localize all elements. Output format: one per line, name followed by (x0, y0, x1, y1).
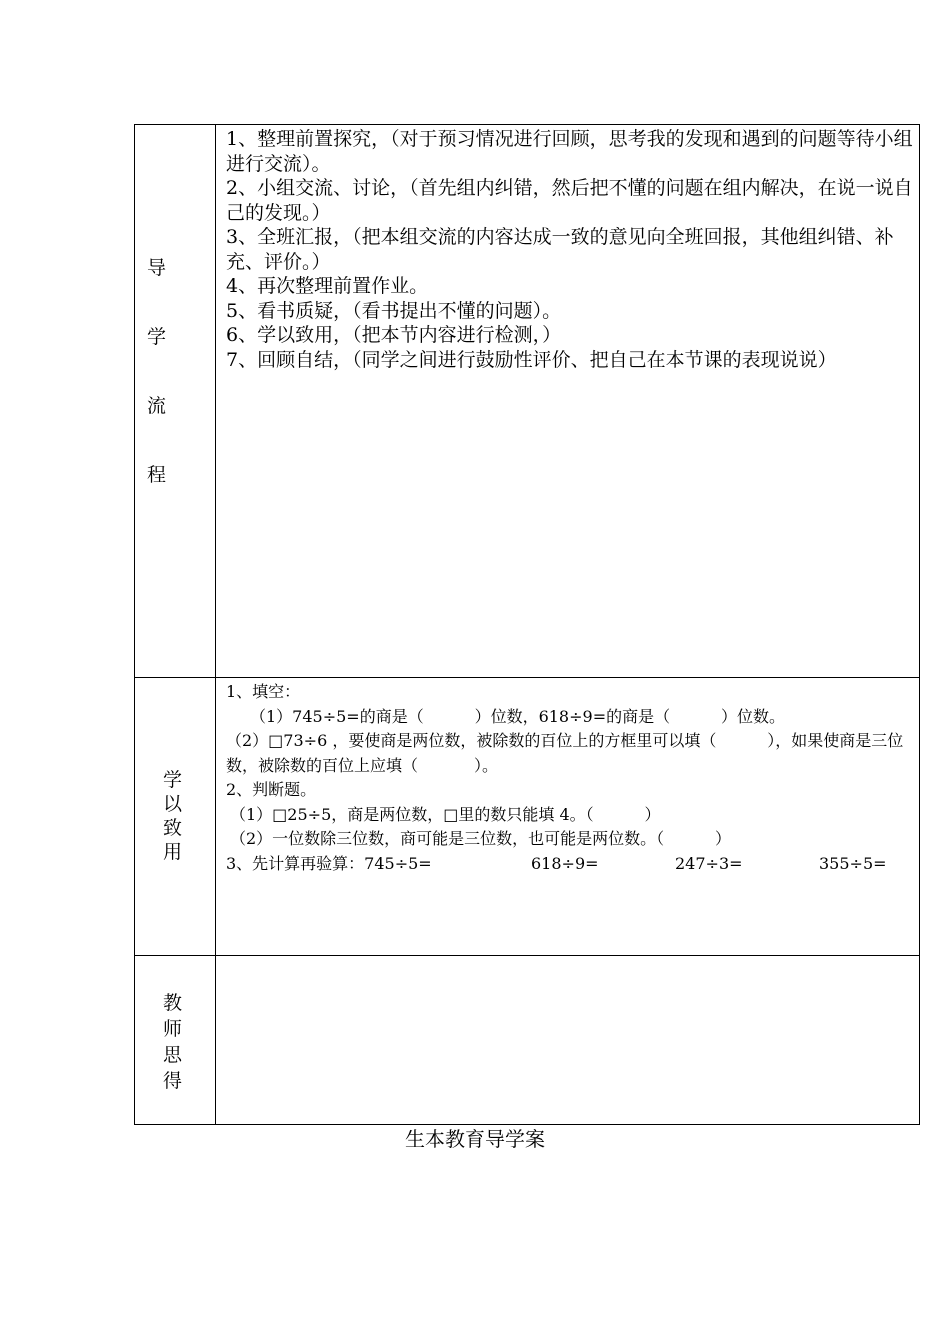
process-step: 2、小组交流、讨论，（首先组内纠错，然后把不懂的问题在组内解决，在说一说自己的发现。） (226, 177, 913, 224)
process-step: 5、看书质疑，（看书提出不懂的问题）。 (226, 299, 562, 322)
guided-learning-row (135, 125, 920, 678)
teacher-reflection-label-cell (135, 956, 216, 1125)
application-label (163, 768, 182, 864)
label-char: 以 (163, 793, 183, 815)
process-step: 4、再次整理前置作业。 (226, 275, 429, 297)
fill-blank-title: 1、填空： (226, 682, 301, 701)
label-char: 思 (163, 1044, 183, 1066)
judge-title: 2、判断题。 (226, 780, 317, 799)
teacher-reflection-row (135, 956, 920, 1125)
label-char: 流 (147, 395, 167, 417)
label-char: 程 (147, 464, 167, 486)
label-char: 致 (163, 817, 183, 839)
label-char: 教 (163, 992, 183, 1014)
application-content (216, 678, 920, 956)
label-char: 得 (163, 1070, 183, 1092)
judge-question: （1）□25÷5，商是两位数，□里的数只能填 4。（ ） (230, 804, 661, 824)
calculation-item: 355÷5= (819, 853, 887, 873)
label-char: 导 (147, 257, 167, 279)
process-step: 1、整理前置探究，（对于预习情况进行回顾，思考我的发现和遇到的问题等待小组进行交流）。 (226, 128, 913, 175)
fill-blank-question: （2）□73÷6 ，要使商是两位数，被除数的百位上的方框里可以填（ ），如果使商是三位数，被除数的百位上应填（ ）。 (226, 731, 904, 775)
lesson-plan-table (134, 124, 920, 1125)
exercise-block (216, 678, 919, 876)
label-char: 学 (147, 326, 167, 348)
process-step: 3、全班汇报，（把本组交流的内容达成一致的意见向全班回报，其他组纠错、补充、评价。） (226, 226, 894, 273)
process-steps-list (216, 125, 919, 372)
guided-learning-label-cell (135, 125, 216, 678)
process-step: 6、学以致用，（把本节内容进行检测，） (226, 324, 562, 346)
document-footer-title: 生本教育导学案 (405, 1127, 545, 1151)
process-step: 7、回顾自结，（同学之间进行鼓励性评价、把自己在本节课的表现说说） (226, 348, 837, 371)
calculation-title: 3、先计算再验算：745÷5= (226, 853, 432, 873)
label-char: 学 (163, 769, 183, 791)
label-char: 师 (163, 1018, 183, 1040)
guided-learning-label (147, 257, 166, 533)
application-row (135, 678, 920, 956)
teacher-reflection-label (163, 990, 182, 1094)
teacher-reflection-content[interactable] (216, 956, 920, 1125)
judge-question: （2）一位数除三位数，商可能是三位数，也可能是两位数。（ ） (230, 829, 732, 848)
label-char: 用 (163, 841, 183, 863)
fill-blank-question: （1）745÷5=的商是（ ）位数，618÷9=的商是（ ）位数。 (250, 706, 785, 726)
calculation-row (226, 852, 913, 877)
guided-learning-content (216, 125, 920, 678)
calculation-item: 247÷3= (675, 853, 743, 873)
calculation-item: 618÷9= (531, 853, 599, 873)
application-label-cell (135, 678, 216, 956)
